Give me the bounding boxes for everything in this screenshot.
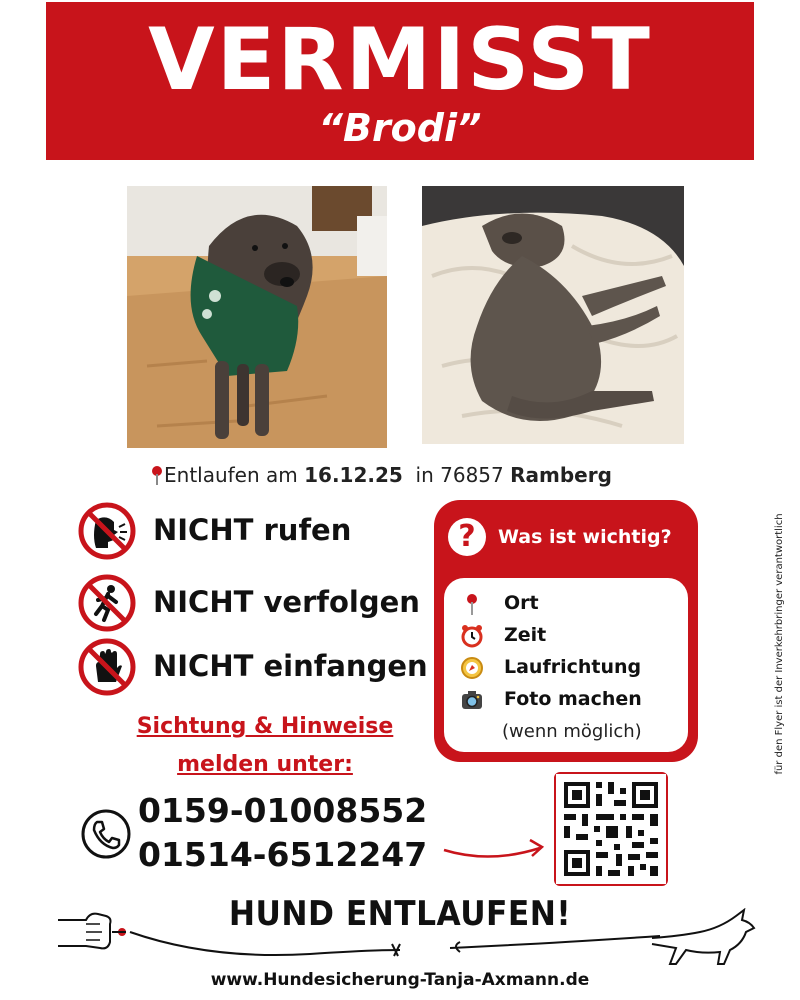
header-banner bbox=[46, 2, 754, 160]
dog-name: “Brodi” bbox=[318, 106, 482, 150]
lost-date: 16.12.25 bbox=[304, 463, 403, 487]
location-prefix: Entlaufen am bbox=[164, 463, 305, 487]
location-mid: in 76857 bbox=[402, 463, 511, 487]
no-chasing-icon bbox=[78, 574, 136, 632]
pin-icon bbox=[460, 592, 484, 616]
location-line bbox=[150, 460, 670, 490]
important-note: (wenn möglich) bbox=[502, 721, 642, 742]
rule-text: NICHT einfangen bbox=[153, 649, 428, 683]
bottom-title: HUND ENTLAUFEN! bbox=[228, 894, 572, 934]
important-box bbox=[434, 500, 698, 762]
question-icon: ? bbox=[448, 518, 486, 556]
arrow-icon bbox=[440, 826, 552, 866]
pin-icon bbox=[150, 463, 164, 483]
no-catching-icon bbox=[78, 638, 136, 696]
website-url[interactable]: www.Hundesicherung-Tanja-Axmann.de bbox=[210, 970, 590, 990]
dog-outline-icon bbox=[650, 908, 760, 968]
rule-text: NICHT verfolgen bbox=[153, 585, 420, 619]
leash-line bbox=[120, 916, 680, 966]
rule-no-calling bbox=[78, 502, 438, 564]
dog-photo-lying bbox=[422, 186, 684, 444]
lost-place: Ramberg bbox=[510, 463, 612, 487]
clock-icon bbox=[460, 624, 484, 648]
dog-photo-standing bbox=[127, 186, 387, 448]
rule-no-catching bbox=[78, 638, 438, 700]
compass-icon bbox=[460, 656, 484, 680]
important-title: Was ist wichtig? bbox=[498, 526, 672, 548]
important-list: Ort Zeit Laufrichtung Foto machen (wenn möglich) bbox=[444, 578, 688, 752]
phone-number-1[interactable]: 0159-01008552 bbox=[138, 791, 428, 830]
report-heading-line2: melden unter: bbox=[177, 752, 353, 777]
side-note: für den Flyer ist der Inverkehrbringer verantwortlich bbox=[774, 513, 785, 775]
poster-title: VERMISST bbox=[148, 10, 652, 110]
phone-number-2[interactable]: 01514-6512247 bbox=[138, 835, 428, 874]
no-calling-icon bbox=[78, 502, 136, 560]
camera-icon bbox=[460, 688, 484, 712]
qr-code[interactable] bbox=[554, 772, 668, 886]
rule-text: NICHT rufen bbox=[153, 513, 352, 547]
rule-no-chasing bbox=[78, 574, 438, 636]
report-heading-line1: Sichtung & Hinweise bbox=[136, 714, 394, 739]
phone-icon bbox=[80, 808, 132, 860]
